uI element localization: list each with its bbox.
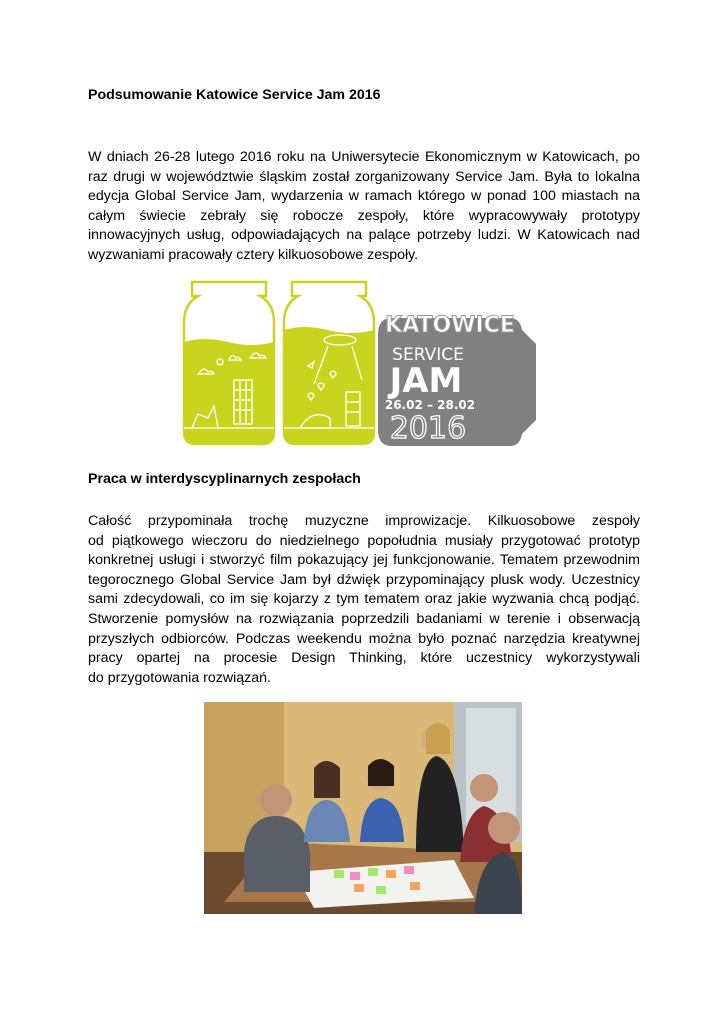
paragraph-line: od piątkowego wieczoru do niedzielnego popołudnia musiały przygotować prototyp [88,532,640,549]
logo-jam-text: JAM [389,361,463,401]
paragraph-line: przyszłych odbiorców. Podczas weekendu można było poznać narzędzia kreatywnej [88,630,640,647]
paragraph-line: sami zdecydowali, co im się kojarzy z tym tematem oraz jakie wyzwania chcą podjąć. [88,591,640,608]
logo-katowice-text: KATOWICE [385,313,515,338]
logo-year-text: 2016 [389,411,467,446]
bottle-label-icon [378,313,536,446]
paragraph-line: konkretnej usługi i stworzyć film pokazujący jej funkcjonowanie. Tematem przewodnim [88,552,640,569]
workshop-photo-icon [204,702,522,914]
jar-middle-icon [284,282,374,444]
paragraph-line: W dniach 26-28 lutego 2016 roku na Uniwersytecie Ekonomicznym w Katowicach, po [88,149,640,165]
paragraph-line: innowacyjnych usług, odpowiadających na palące potrzeby ludzi. W Katowicach nad [88,227,640,244]
service-jam-logo [180,278,550,448]
logo-dates-text: 26.02 – 28.02 [384,398,476,412]
paragraph-line: tegorocznego Global Service Jam był dźwięk przypominający plusk wody. Uczestnicy [88,571,640,588]
paragraph-line: całym świecie zebrały się robocze zespoły, które wypracowywały prototypy [88,207,640,224]
paragraph-line: Stworzenie pomysłów na rozwiązania poprzedzili badaniami w terenie i obserwacją [88,610,640,627]
document-title: Podsumowanie Katowice Service Jam 2016 [88,87,381,103]
paragraph-line: raz drugi w województwie śląskim został zorganizowany Service Jam. Była to lokalna [88,168,640,185]
paragraph-line: Całość przypominała trochę muzyczne improwizacje. Kilkuosobowe zespoły [88,513,640,529]
paragraph-line: wyzwaniami pracowały cztery kilkuosobowe zespoły. [88,246,419,263]
paragraph-line: do przygotowania rozwiązań. [88,669,271,686]
paragraph-line: pracy opartej na procesie Design Thinking, które uczestnicy wykorzystywali [88,650,640,667]
teams-paragraph [88,512,640,688]
section-heading: Praca w interdyscyplinarnych zespołach [88,471,361,487]
paragraph-line: edycja Global Service Jam, wydarzenia w ramach którego w ponad 100 miastach na [88,188,640,205]
logo-service-text: SERVICE [392,345,464,365]
intro-paragraph [88,148,640,266]
jar-left-icon [184,282,274,444]
